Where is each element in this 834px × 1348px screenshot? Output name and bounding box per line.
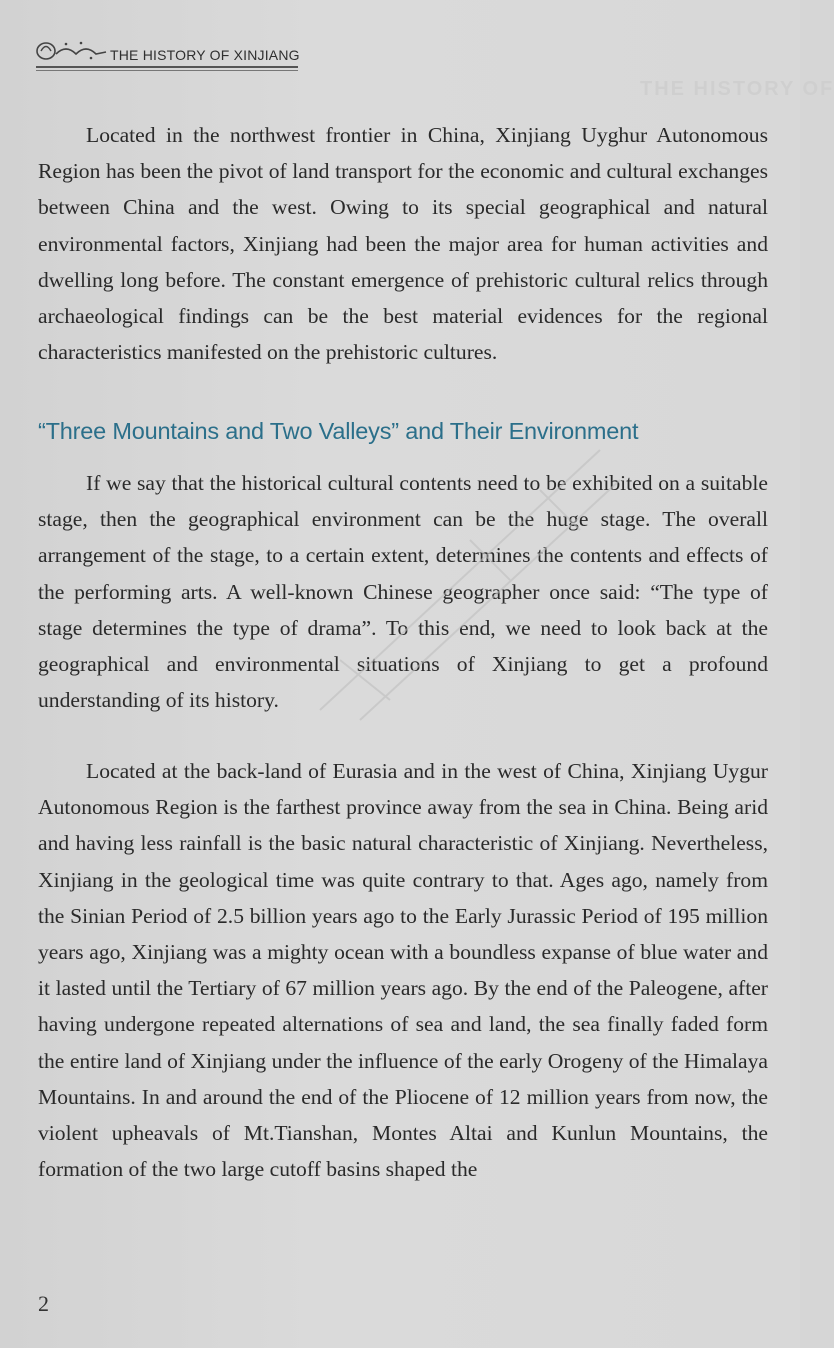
section-heading: “Three Mountains and Two Valleys” and Their Environment [38,418,639,444]
paragraph-intro: Located in the northwest frontier in China, Xinjiang Uyghur Autonomous Region has been the pivot of land transport for the economic and cultural exchanges between China and the west. Owing to its special geographical and natural environmental factors, Xinjiang had been the major area for human activities and dwelling long before. The constant emergence of prehistoric cultural relics through archaeological findings can be the best material evidences for the regional characteristics manifested on the prehistoric cultures. [38,123,768,365]
paragraph-geology: Located at the back-land of Eurasia and in the west of China, Xinjiang Uygur Autonomous Region is the farthest province away from the sea in China. Being arid and having less rainfall is the basic natural characteristic of Xinjiang. Nevertheless, Xinjiang in the geological time was quite contrary to that. Ages ago, namely from the Sinian Period of 2.5 billion years ago to the Early Jurassic Period of 195 million years ago, Xinjiang was a mighty ocean with a boundless expanse of blue water and it lasted until the Tertiary of 67 million years ago. By the end of the Paleogene, after having undergone repeated alternations of sea and land, the sea finally faded form the entire land of Xinjiang under the influence of the early Orogeny of the Himalaya Mountains. In and around the end of the Pliocene of 12 million years from now, the violent upheavals of Mt.Tianshan, Montes Altai and Kunlun Mountains, the formation of the two large cutoff basins shaped the [38,759,768,1182]
header-rule [36,66,298,68]
page-number: 2 [38,1291,49,1316]
logo-icon [36,38,108,62]
paragraph-stage: If we say that the historical cultural contents need to be exhibited on a suitable stage, then the geographical environment can be the huge stage. The overall arrangement of the stage, to a certain extent, determines the contents and effects of the performing arts. A well-known Chinese geographer once said: “The type of stage determines the type of drama”. To this end, we need to look back at the geographical and environmental situations of Xinjiang to get a profound understanding of its history. [38,471,768,713]
header-rule-thin [36,70,298,71]
running-head [36,36,298,70]
show-through-text: THE HISTORY OF [640,78,834,100]
running-head-title: THE HISTORY OF XINJIANG [110,47,300,63]
